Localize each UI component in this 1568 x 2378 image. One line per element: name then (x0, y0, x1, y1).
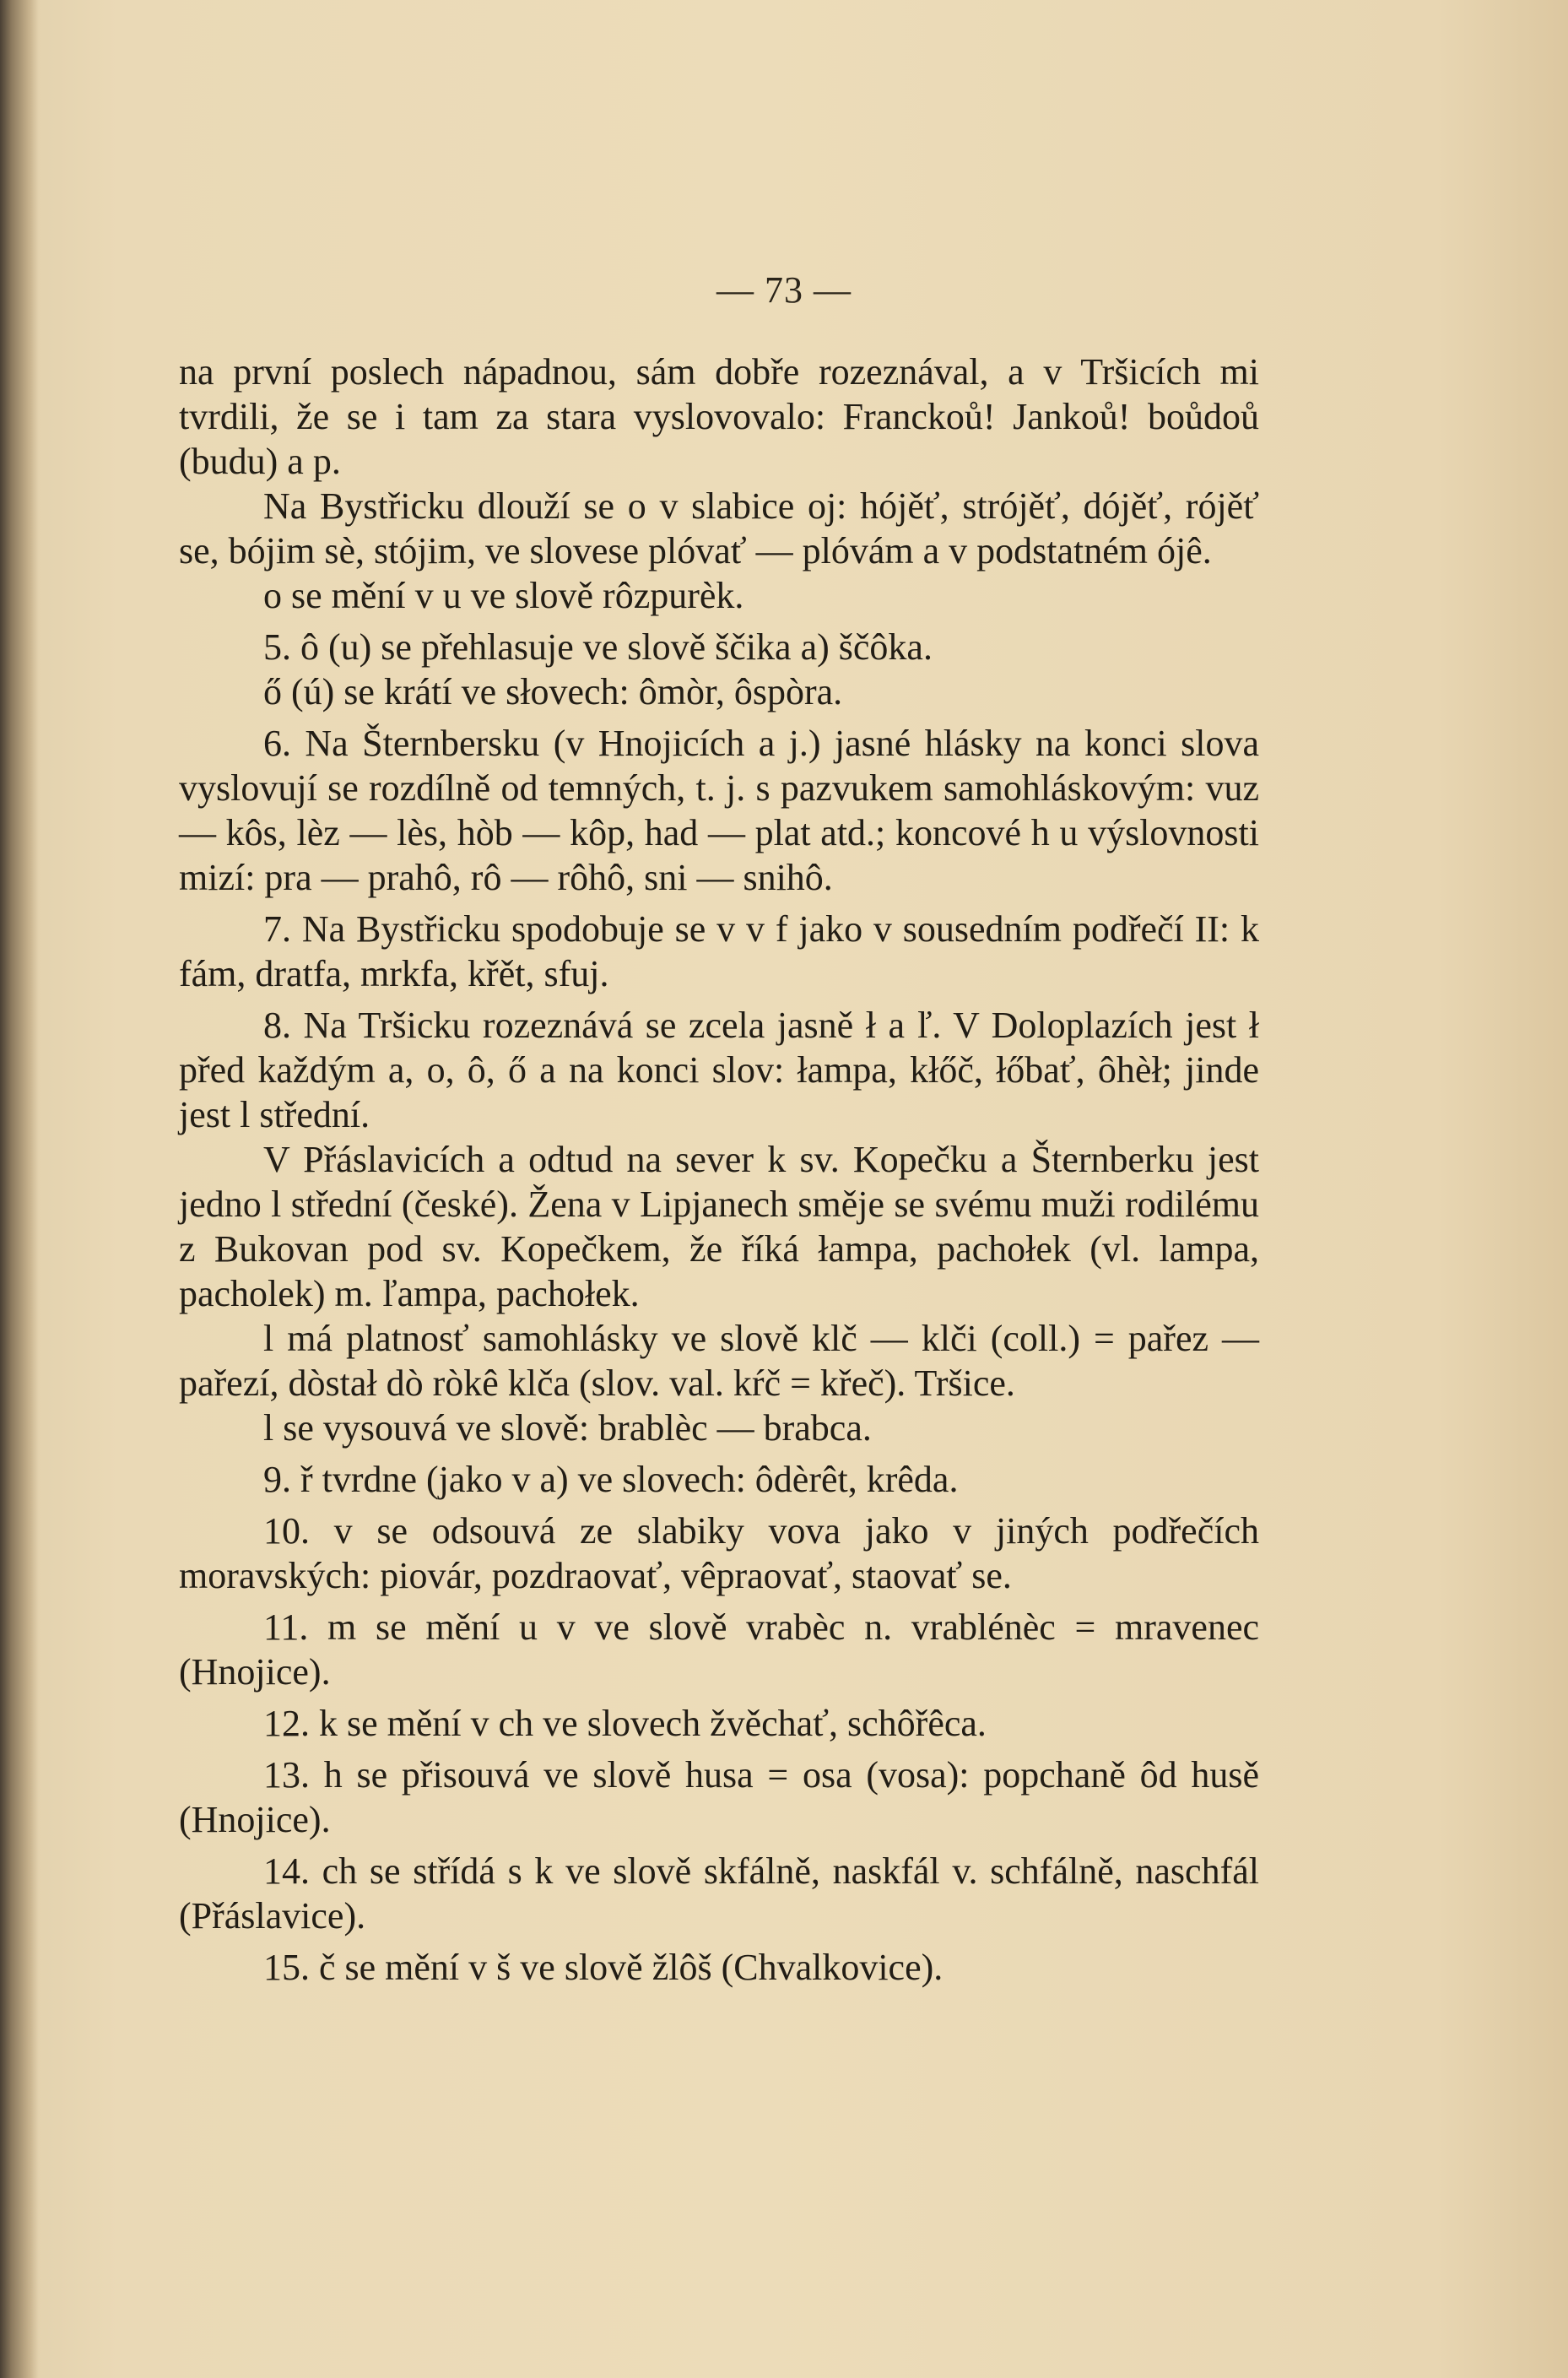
paragraph: 5. ô (u) se přehlasuje ve slově ščika a) ščôka. (263, 626, 933, 668)
paragraph: o se mění v u ve slově rôzpurèk. (263, 575, 744, 616)
paragraph: na první poslech nápadnou, sám dobře rozeznával, a v Tršicích mi tvrdili, že se i tam za stara vyslovovalo: Franckoů! Jankoů! boůdoů (budu) a p. (179, 351, 1259, 482)
page-number: — 73 — (716, 269, 852, 311)
paragraph: Na Bystřicku dlouží se o v slabice oj: hójěť, strójěť, dójěť, rójěť se, bójim sè, stójim, ve slovese plóvať — plóvám a v podstatném ójê. (179, 485, 1259, 571)
page-binding-shadow (0, 0, 39, 2378)
paragraph: 9. ř tvrdne (jako v a) ve slovech: ôdèrêt, krêda. (263, 1459, 959, 1500)
paragraph: 15. č se mění v š ve slově žlôš (Chvalkovice). (263, 1947, 944, 1988)
paragraph: 13. h se přisouvá ve slově husa = osa (vosa): popchaně ôd husě (Hnojice). (179, 1754, 1259, 1840)
paragraph: 12. k se mění v ch ve slovech žvěchať, schôřêca. (263, 1703, 987, 1744)
paragraph: V Přáslavicích a odtud na sever k sv. Kopečku a Šternberku jest jedno l střední (české). Žena v Lipjanech směje se svému muži rodilému z Bukovan pod sv. Kopečkem, že říká łampa, pachołek (vl. lampa, pacholek) m. ľampa, pachołek. (179, 1139, 1259, 1314)
paragraph: 10. v se odsouvá ze slabiky vova jako v jiných podřečích moravských: piovár, pozdraovať, vêpraovať, staovať se. (179, 1510, 1259, 1596)
paragraph: l se vysouvá ve slově: brablèc — brabca. (263, 1407, 872, 1449)
paragraph: 7. Na Bystřicku spodobuje se v v f jako v sousedním podřečí II: k fám, dratfa, mrkfa, křět, sfuj. (179, 908, 1259, 994)
body-text (179, 349, 1259, 1990)
paragraph: 8. Na Tršicku rozeznává se zcela jasně ł a ľ. V Doloplazích jest ł před každým a, o, ô, ő a na konci slov: łampa, kłőč, łőbať, ôhèł; jinde jest l střední. (179, 1005, 1259, 1135)
paragraph: 11. m se mění u v ve slově vrabèc n. vrablénèc = mravenec (Hnojice). (179, 1606, 1259, 1693)
paragraph: 6. Na Šternbersku (v Hnojicích a j.) jasné hlásky na konci slova vyslovují se rozdílně od temných, t. j. s pazvukem samohláskovým: vuz — kôs, lèz — lès, hòb — kôp, had — plat atd.; koncové h u výslovnosti mizí: pra — prahô, rô — rôhô, sni — snihô. (179, 723, 1259, 898)
paragraph: ő (ú) se krátí ve słovech: ômòr, ôspòra. (263, 671, 843, 712)
paragraph: 14. ch se střídá s k ve slově skfálně, naskfál v. schfálně, naschfál (Přáslavice). (179, 1850, 1259, 1937)
paragraph: l má platnosť samohlásky ve slově klč — klči (coll.) = pařez — pařezí, dòstał dò ròkê klča (slov. val. kŕč = křeč). Tršice. (179, 1318, 1259, 1404)
